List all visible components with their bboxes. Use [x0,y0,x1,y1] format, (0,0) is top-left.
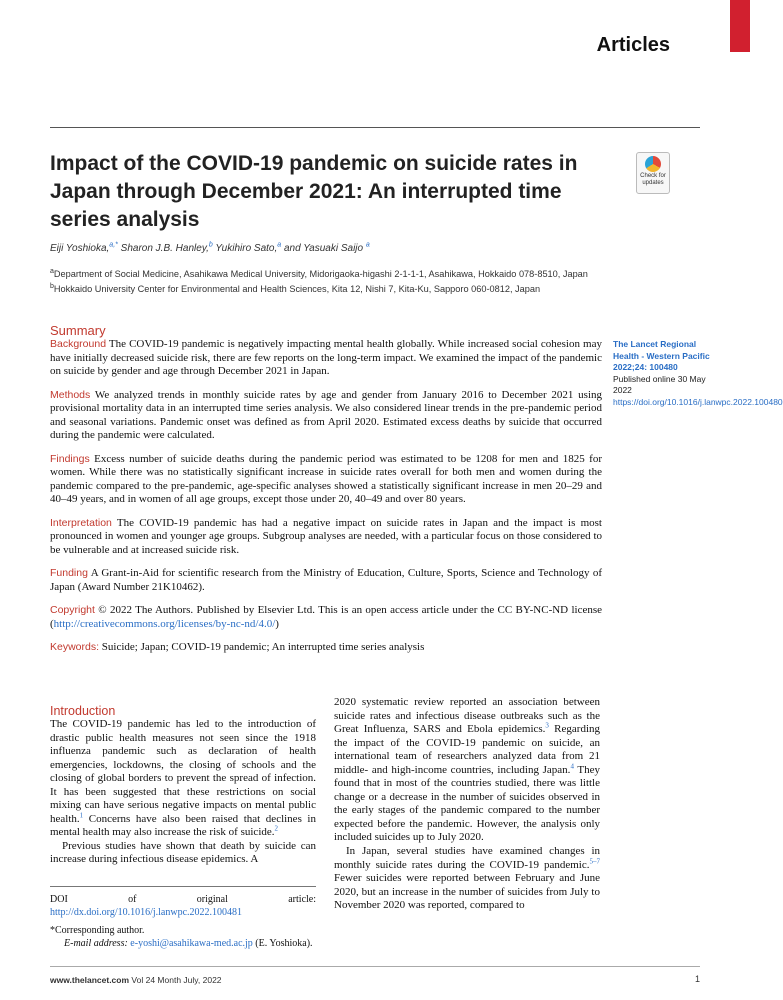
affiliation-mark: b [50,282,54,290]
journal-citation[interactable]: The Lancet Regional Health - Western Pacific 2022;24: 100480 [613,339,710,372]
check-for-updates-button[interactable] [636,152,670,194]
page-number: 1 [694,974,700,984]
reference-link[interactable]: 1 [79,811,84,820]
email-line [50,937,316,950]
abstract-interpretation [50,517,602,558]
abstract-methods [50,389,602,443]
background-text: The COVID-19 pandemic is negatively impacting mental health globally. While increased social cohesion may have initially decreased suicide risk, there are few reports on the long-term impact. We examined the impact of the pandemic on suicide by gender and age through December 2021 in Japan. [50,338,602,377]
original-article-doi [50,893,316,919]
author-name[interactable]: Sharon J.B. Hanley, [120,243,209,254]
keywords [50,641,602,655]
findings-label: Findings [50,452,90,465]
article-title: Impact of the COVID-19 pandemic on suicide rates in Japan through December 2021: An interrupted time series analysis [50,152,578,231]
reference-link[interactable]: 4 [570,762,574,771]
email-link[interactable]: e-yoshi@asahikawa-med.ac.jp [130,938,253,949]
abstract-copyright [50,604,602,631]
footer-issue: Vol 24 Month July, 2022 [131,975,222,985]
footer-citation [50,975,222,985]
author-name[interactable]: Yukihiro Sato, [215,243,278,254]
author-name[interactable]: Eiji Yoshioka, [50,243,110,254]
paragraph-text: They found that in most of the countries studied, there was little change or a decrease in the number of suicides observed in the early stages of the pandemic compared to the number expected before the pandemic. However, the analysis only included suicides up to July 2020. [334,763,601,844]
methods-label: Methods [50,388,91,401]
summary-heading: Summary [50,323,106,338]
footer-rule [50,966,700,967]
paragraph-text: The COVID-19 pandemic has led to the introduction of drastic public health measures not seen since the 1918 influenza pandemic such as declaration of health emergencies, lockdowns, the closing of schools and the closing of global borders to prevent the spread of infection. It has been suggested that these restrictions on social mixing can have serious negative impacts on mental public health. [50,718,316,825]
author-affiliation-mark[interactable]: b [208,241,213,249]
reference-link[interactable]: 5–7 [589,856,600,865]
footer-site[interactable]: www.thelancet.com [50,975,130,985]
affiliation-b [50,283,610,296]
background-label: Background [50,338,107,350]
crossmark-label-2: updates [642,180,664,186]
license-link[interactable]: http://creativecommons.org/licenses/by-nc-nd/4.0/ [53,617,276,630]
intro-paragraph-3 [334,845,600,913]
intro-paragraph-2-cont [334,696,600,845]
keywords-text: Suicide; Japan; COVID-19 pandemic; An interrupted time series analysis [101,641,425,653]
keywords-label: Keywords: [50,641,100,653]
paragraph-text: In Japan, several studies have examined changes in monthly suicide rates during the COVID-19 pandemic. [334,845,600,871]
author-affiliation-mark[interactable]: a [365,241,370,249]
header-rule [50,127,700,128]
abstract [50,338,602,665]
introduction-heading: Introduction [50,704,116,718]
corresponding-author-note: *Corresponding author. [50,925,145,936]
footnote-rule [50,886,316,887]
reference-link[interactable]: 3 [545,721,549,730]
copyright-label: Copyright [50,604,95,616]
interpretation-label: Interpretation [50,516,112,529]
methods-text: We analyzed trends in monthly suicide rates by age and gender from January 2016 to December 2021 using provisional mortality data in an interrupted time series analysis. We also considered linear trends in the pre-pandemic period and seasonal variations. Pandemic onset was defined as from April 2020. Estimated excess deaths by suicide that occurred during the pandemic were calculated. [50,388,603,441]
publication-date: Published online 30 May 2022 [613,373,706,395]
author-name[interactable]: and Yasuaki Saijo [283,243,364,254]
section-label: Articles [596,34,670,56]
paragraph-text: 2020 systematic review reported an association between suicide rates and infectious disease outbreaks such as the Great Influenza, SARS and Ebola epidemics. [334,696,600,736]
crossmark-icon [645,156,661,172]
funding-text: A Grant-in-Aid for scientific research from the Ministry of Education, Culture, Sports, Science and Technology of Japan (Award Number 21K10462). [50,567,602,593]
intro-paragraph-2: Previous studies have shown that death by suicide can increase during infectious disease epidemics. A [50,839,316,866]
affiliation-text: Department of Social Medicine, Asahikawa Medical University, Midorigaoka-higashi 2-1-1-1, Asahikawa, Hokkaido 078-8510, Japan [53,269,588,279]
email-label: E-mail address: [64,938,128,949]
paragraph-text: Regarding the impact of the COVID-19 pandemic on suicide, an international team of researchers analyzed data from 21 middle- and high-income countries, including Japan. [334,723,601,776]
intro-paragraph-1 [50,718,316,840]
affiliation-text: Hokkaido University Center for Environmental and Health Sciences, Kita 12, Nishi 7, Kita-Ku, Sapporo 060-0812, Japan [53,284,541,294]
footnotes [50,893,316,950]
journal-sidebar [613,339,783,408]
abstract-findings [50,453,602,507]
funding-label: Funding [50,567,88,579]
findings-text: Excess number of suicide deaths during the pandemic period was estimated to be 1208 for men and 1825 for women. While there was no statistically significant increase in suicide rates overall for both men and women during the pandemic compared to the pre-pandemic, age-specific analyses showed a statistically significant increase in men 20–29 and 40–49 years, and in women of all age groups, except those under 20, 40–49 and over 80 years. [50,452,603,505]
author-affiliation-mark[interactable]: a, [109,241,116,249]
corresponding-author-mark[interactable]: * [115,241,118,249]
doi-link[interactable]: https://doi.org/10.1016/j.lanwpc.2022.100480 [613,396,783,407]
affiliations [50,268,610,298]
author-affiliation-mark[interactable]: a [277,241,282,249]
original-doi-link[interactable]: http://dx.doi.org/10.1016/j.lanwpc.2022.100481 [50,907,243,918]
affiliation-mark: a [50,267,54,275]
paragraph-text: Concerns have also been raised that declines in mental health may also increase the risk of suicide. [50,812,316,839]
affiliation-a [50,268,610,281]
body-column-right [334,696,600,913]
email-owner: (E. Yoshioka). [255,938,313,949]
reference-link[interactable]: 2 [274,824,279,833]
body-column-left [50,718,316,867]
interpretation-text: The COVID-19 pandemic has had a negative impact on suicide rates in Japan and the impact is most pronounced in women and younger age groups. Subgroup analyses are needed, with a particular focus on those considered to be vulnerable and at increased suicide risk. [50,516,602,556]
abstract-background [50,338,602,379]
author-list [50,243,610,254]
section-color-tab [730,0,750,52]
abstract-funding [50,567,602,594]
copyright-close: ) [275,617,279,630]
doi-label: DOI of original article: [50,894,316,905]
copyright-text: © 2022 The Authors. Published by Elsevier Ltd. This is an open access article under the CC BY-NC-ND license ( [50,604,602,630]
paragraph-text: Fewer suicides were reported between February and June 2020, but an increase in the number of suicides from July to November 2020 was reported, compared to [334,872,600,912]
crossmark-label-1: Check for [640,173,666,179]
